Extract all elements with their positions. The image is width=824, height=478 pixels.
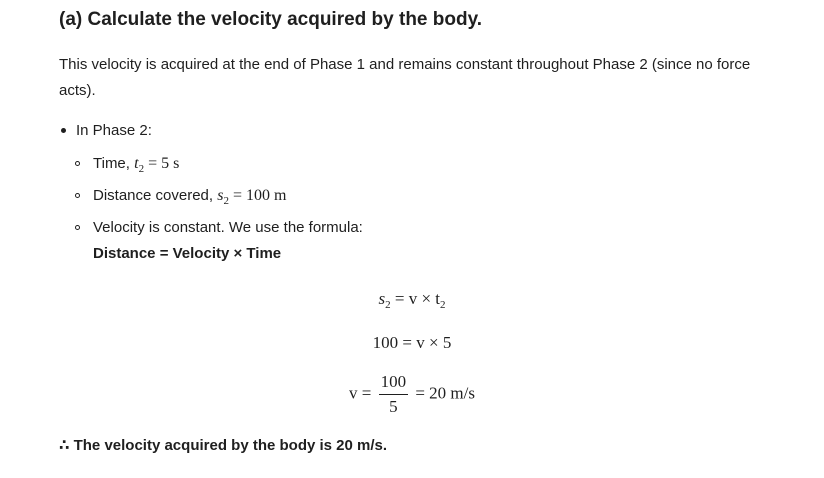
distance-item bbox=[93, 187, 286, 205]
bullet-dot bbox=[61, 128, 66, 133]
subscript-2: 2 bbox=[138, 163, 145, 175]
symbol-t: t bbox=[134, 155, 139, 172]
distance-math bbox=[217, 187, 287, 207]
eq1-subscript-t: 2 bbox=[440, 299, 446, 311]
subscript-2: 2 bbox=[223, 195, 229, 207]
phase2-bullet: In Phase 2: bbox=[76, 122, 152, 139]
time-math bbox=[134, 155, 180, 175]
equation-3 bbox=[0, 372, 824, 417]
intro-paragraph: This velocity is acquired at the end of Phase 1 and remains constant throughout Phase 2 (since no force acts). bbox=[59, 56, 751, 99]
time-value: = 5 s bbox=[148, 155, 180, 172]
velocity-item: Velocity is constant. We use the formula: bbox=[93, 219, 363, 236]
eq1-symbol-s: s bbox=[378, 289, 386, 308]
eq3-rhs: = 20 m/s bbox=[415, 383, 475, 403]
section-heading: (a) Calculate the velocity acquired by the body. bbox=[59, 9, 483, 30]
eq1-subscript: 2 bbox=[385, 299, 391, 311]
distance-value: = 100 m bbox=[232, 187, 287, 204]
sub-bullet-ring bbox=[75, 193, 80, 198]
formula-text: Distance = Velocity × Time bbox=[93, 245, 282, 262]
equation-2: 100 = v × 5 bbox=[372, 333, 452, 352]
equation-1 bbox=[0, 289, 824, 309]
fraction-numerator: 100 bbox=[379, 372, 409, 395]
distance-label: Distance covered, bbox=[93, 187, 214, 204]
conclusion: ∴ The velocity acquired by the body is 20 m/s. bbox=[59, 437, 388, 454]
time-item bbox=[93, 155, 179, 173]
fraction-denominator: 5 bbox=[389, 397, 398, 416]
sub-bullet-ring bbox=[75, 225, 80, 230]
eq3-lhs: v = bbox=[349, 383, 372, 403]
fraction bbox=[379, 372, 409, 417]
symbol-s: s bbox=[217, 187, 224, 204]
sub-bullet-ring bbox=[75, 161, 80, 166]
time-label: Time, bbox=[93, 155, 130, 172]
eq1-rhs: = v × t bbox=[390, 289, 441, 308]
